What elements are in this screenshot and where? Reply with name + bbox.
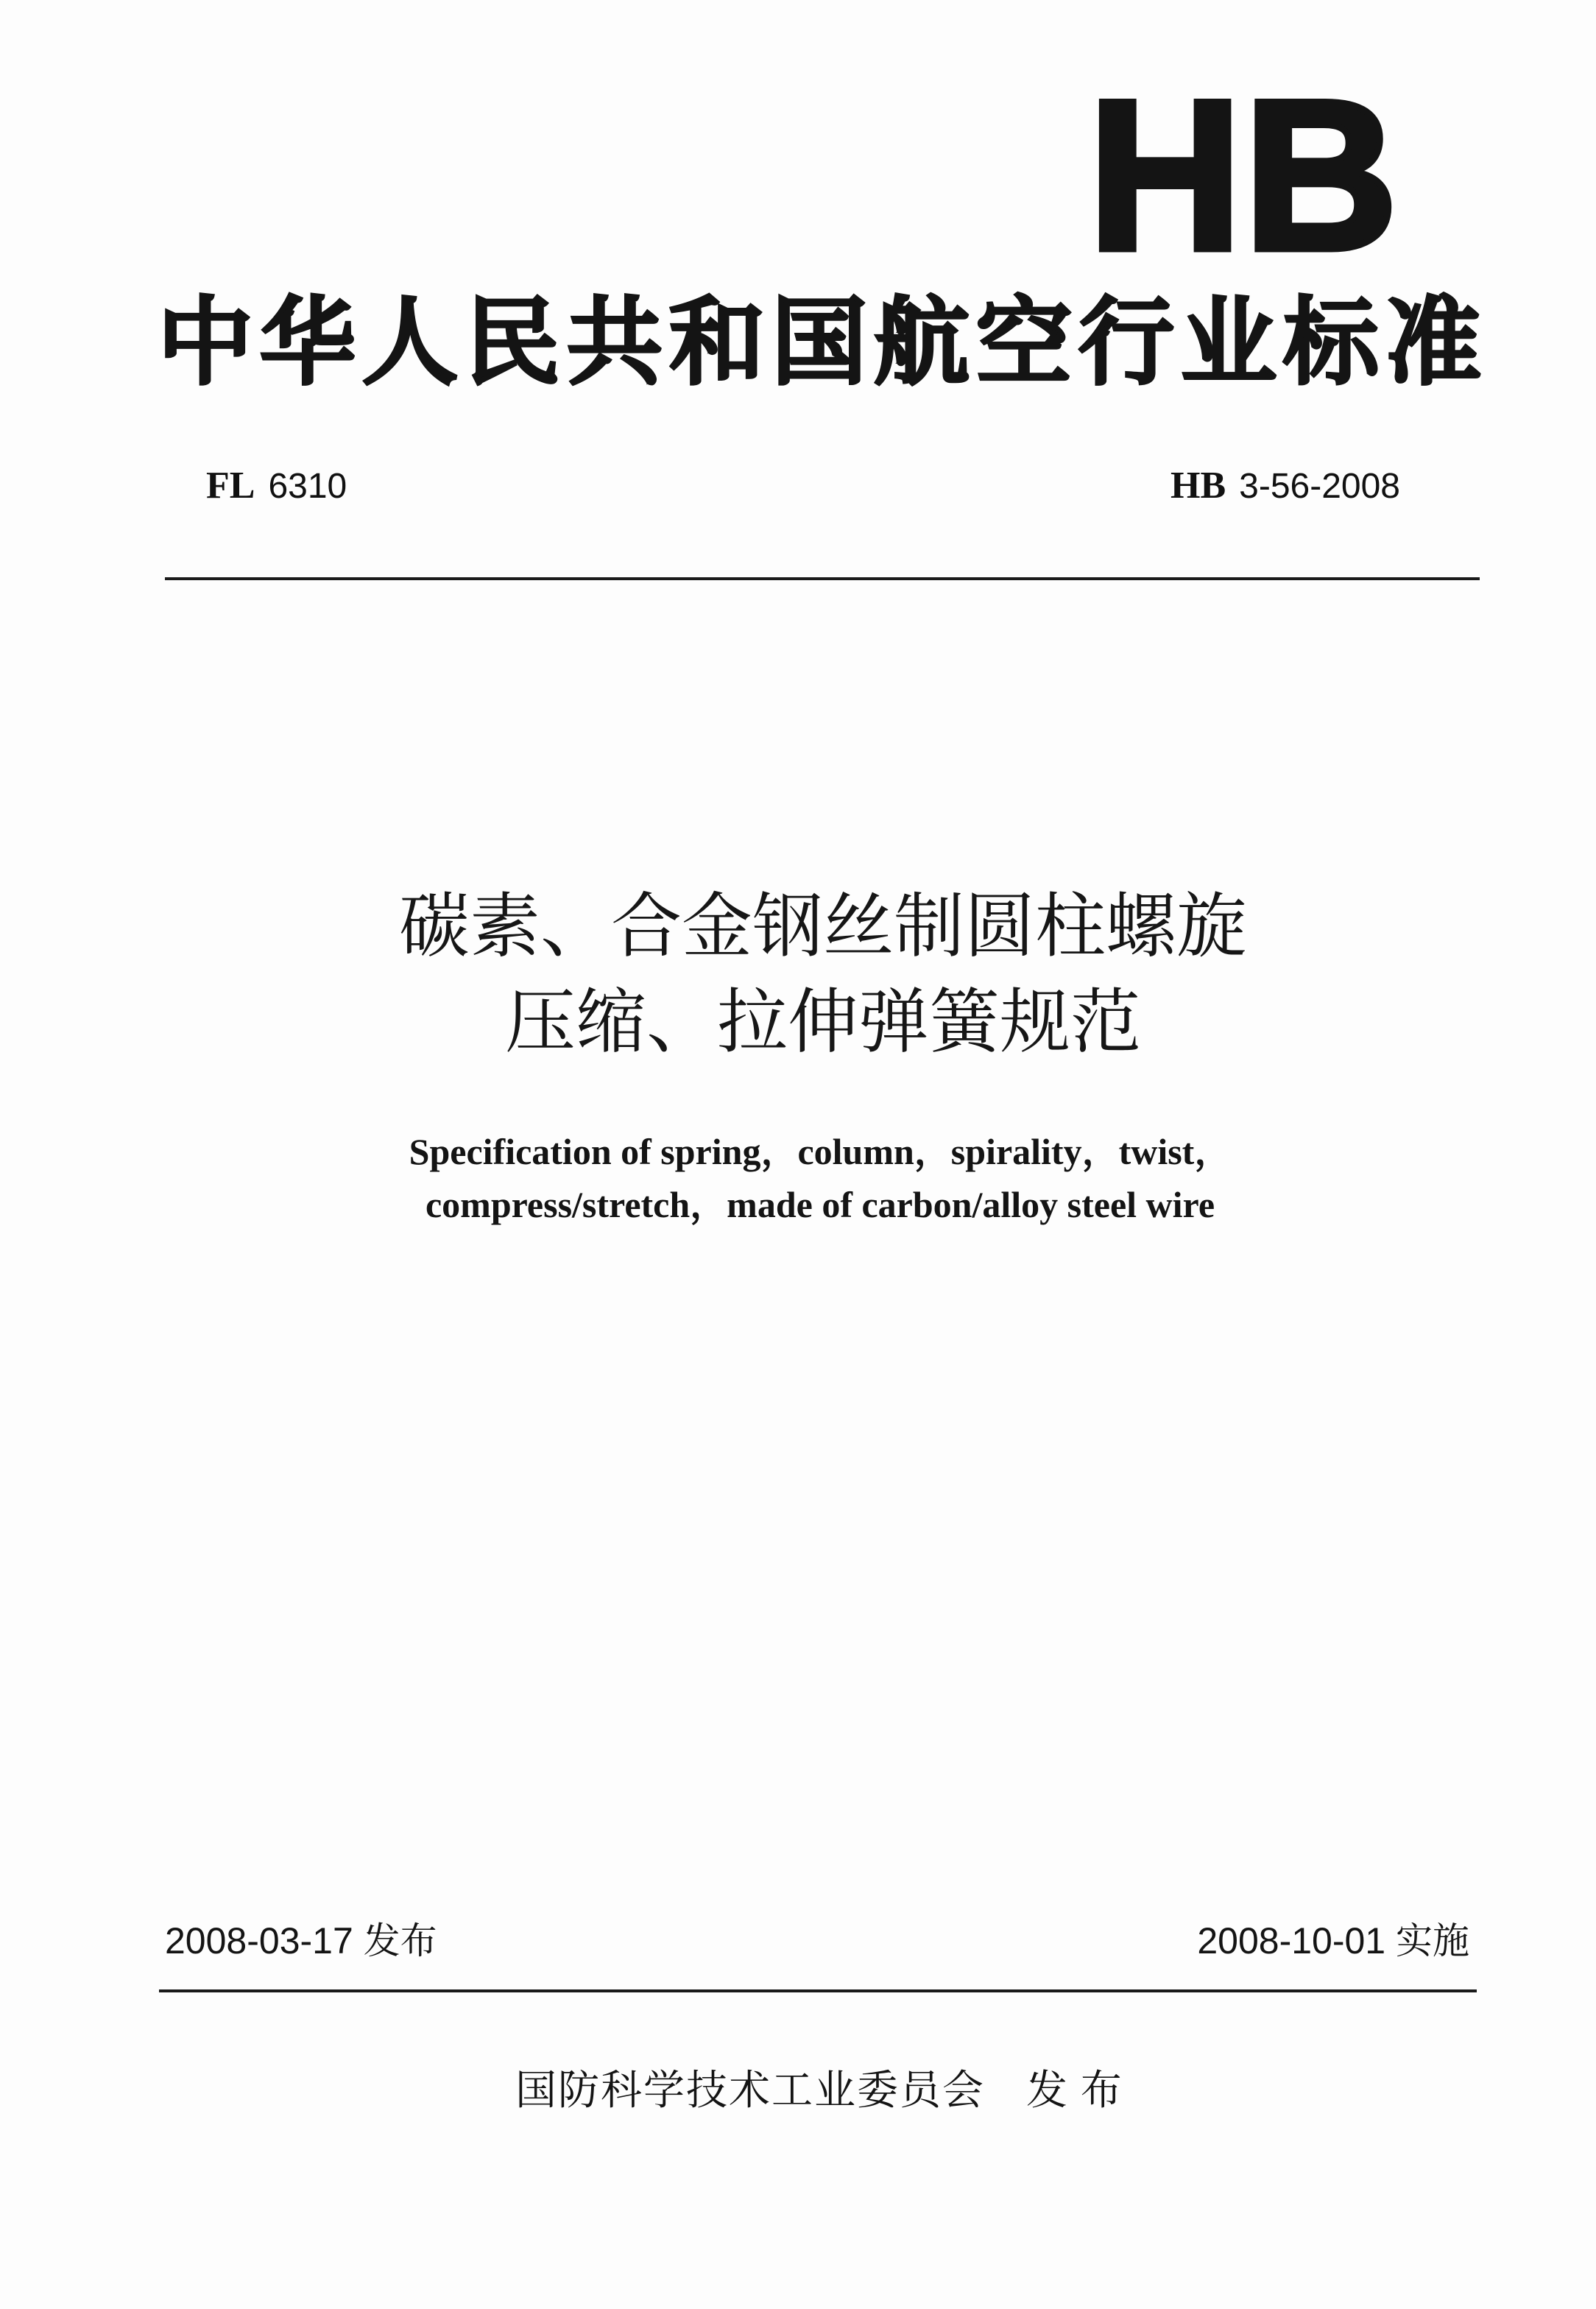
issue-date: 2008-03-17 发布 (165, 1920, 437, 1961)
english-title-line-2: compress/stretch，made of carbon/alloy steel wire (425, 1184, 1215, 1225)
footer-divider (159, 1989, 1477, 1992)
classification-number: 6310 (268, 467, 347, 506)
chinese-title-line-2: 压缩、拉伸弹簧规范 (505, 981, 1141, 1063)
publisher-action: 发 布 (1026, 2067, 1122, 2115)
classification-code (206, 462, 347, 510)
issuing-body-title: 中华人民共和国航空行业标准 (158, 286, 1489, 398)
standard-prefix: HB (1170, 465, 1226, 507)
publisher-name: 国防科学技术工业委员会 (515, 2067, 985, 2115)
english-title-line-1: Specification of spring，column，spirality，twist， (409, 1131, 1232, 1172)
standard-number (1170, 462, 1400, 510)
implementation-date: 2008-10-01 实施 (1197, 1920, 1469, 1961)
hb-logo: HB (1088, 56, 1399, 295)
standard-code: 3-56-2008 (1239, 467, 1400, 506)
chinese-title-line-1: 碳素、合金钢丝制圆柱螺旋 (399, 885, 1247, 967)
publisher-line (515, 2067, 1122, 2115)
classification-prefix: FL (206, 465, 255, 507)
header-divider (165, 577, 1480, 580)
